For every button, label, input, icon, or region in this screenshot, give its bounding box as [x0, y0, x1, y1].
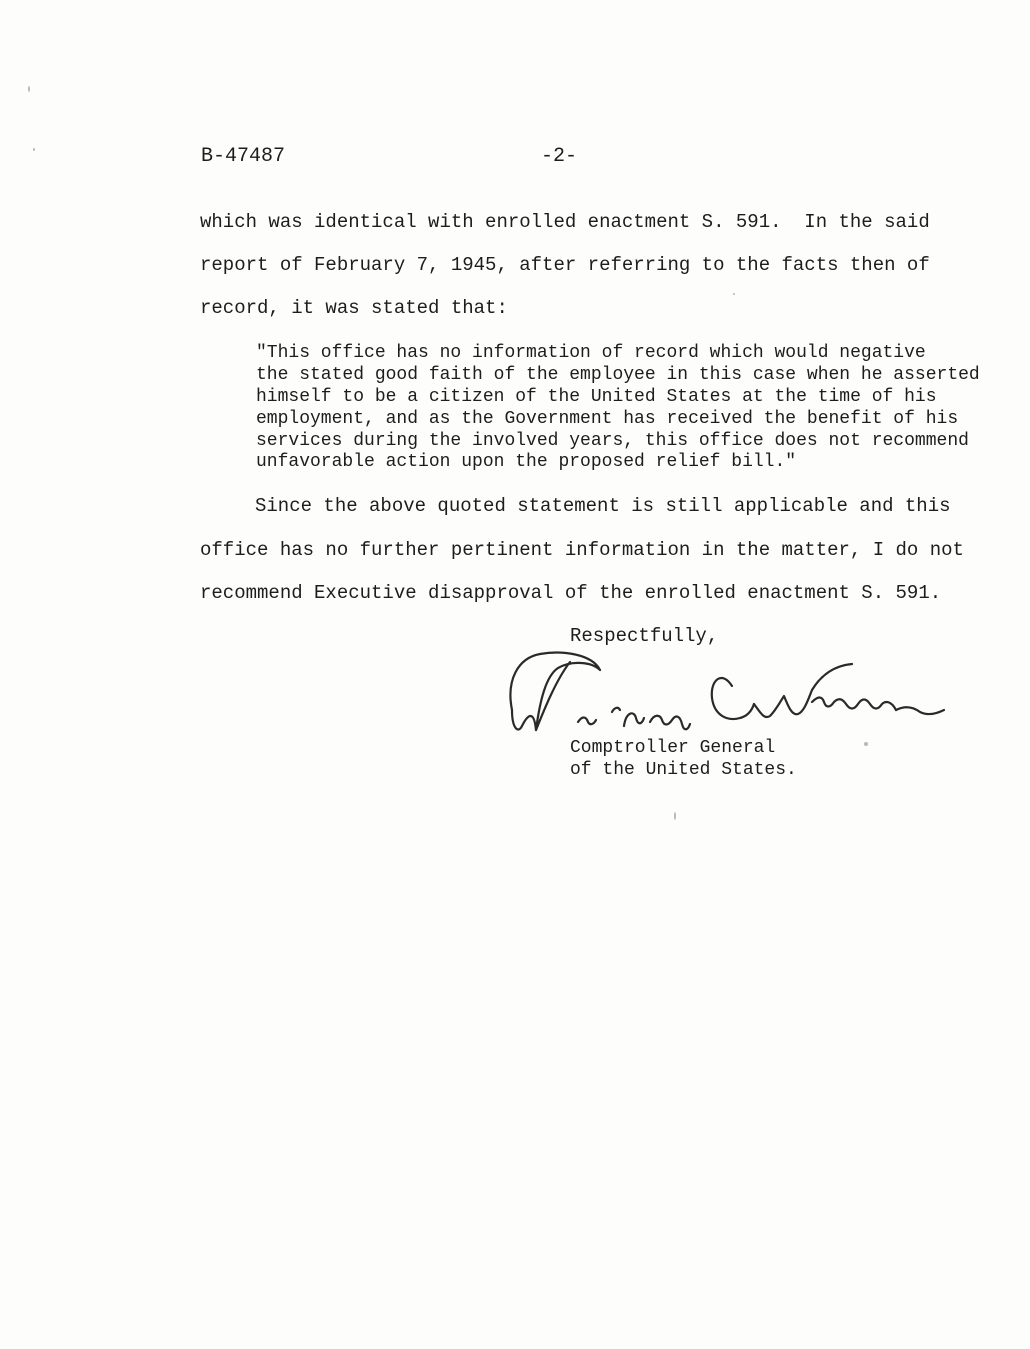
body-line: record, it was stated that: — [200, 297, 508, 319]
quote-line: "This office has no information of record which would negative — [256, 343, 926, 363]
salutation: Respectfully, — [570, 625, 719, 647]
paper-speck — [28, 86, 30, 92]
quote-line: services during the involved years, this office does not recommend — [256, 431, 969, 451]
title-line: Comptroller General — [570, 738, 776, 758]
body-line: office has no further pertinent information in the matter, I do not — [200, 539, 964, 561]
body-line: recommend Executive disapproval of the enrolled enactment S. 591. — [200, 582, 942, 604]
quote-line: the stated good faith of the employee in this case when he asserted — [256, 365, 980, 385]
handwritten-signature — [500, 640, 960, 750]
title-line: of the United States. — [570, 760, 797, 780]
file-number: B-47487 — [201, 145, 286, 168]
paper-speck — [33, 148, 35, 151]
quote-line: employment, and as the Government has received the benefit of his — [256, 409, 959, 429]
paper-speck — [864, 742, 868, 746]
body-line: Since the above quoted statement is still applicable and this — [255, 495, 951, 517]
quote-line: unfavorable action upon the proposed relief bill." — [256, 452, 797, 472]
body-line: which was identical with enrolled enactment S. 591. In the said — [200, 211, 930, 233]
page-number: -2- — [541, 145, 578, 168]
paper-speck — [733, 293, 735, 295]
paper-speck — [674, 812, 676, 820]
body-line: report of February 7, 1945, after referring to the facts then of — [200, 254, 930, 276]
quote-line: himself to be a citizen of the United States at the time of his — [256, 387, 937, 407]
